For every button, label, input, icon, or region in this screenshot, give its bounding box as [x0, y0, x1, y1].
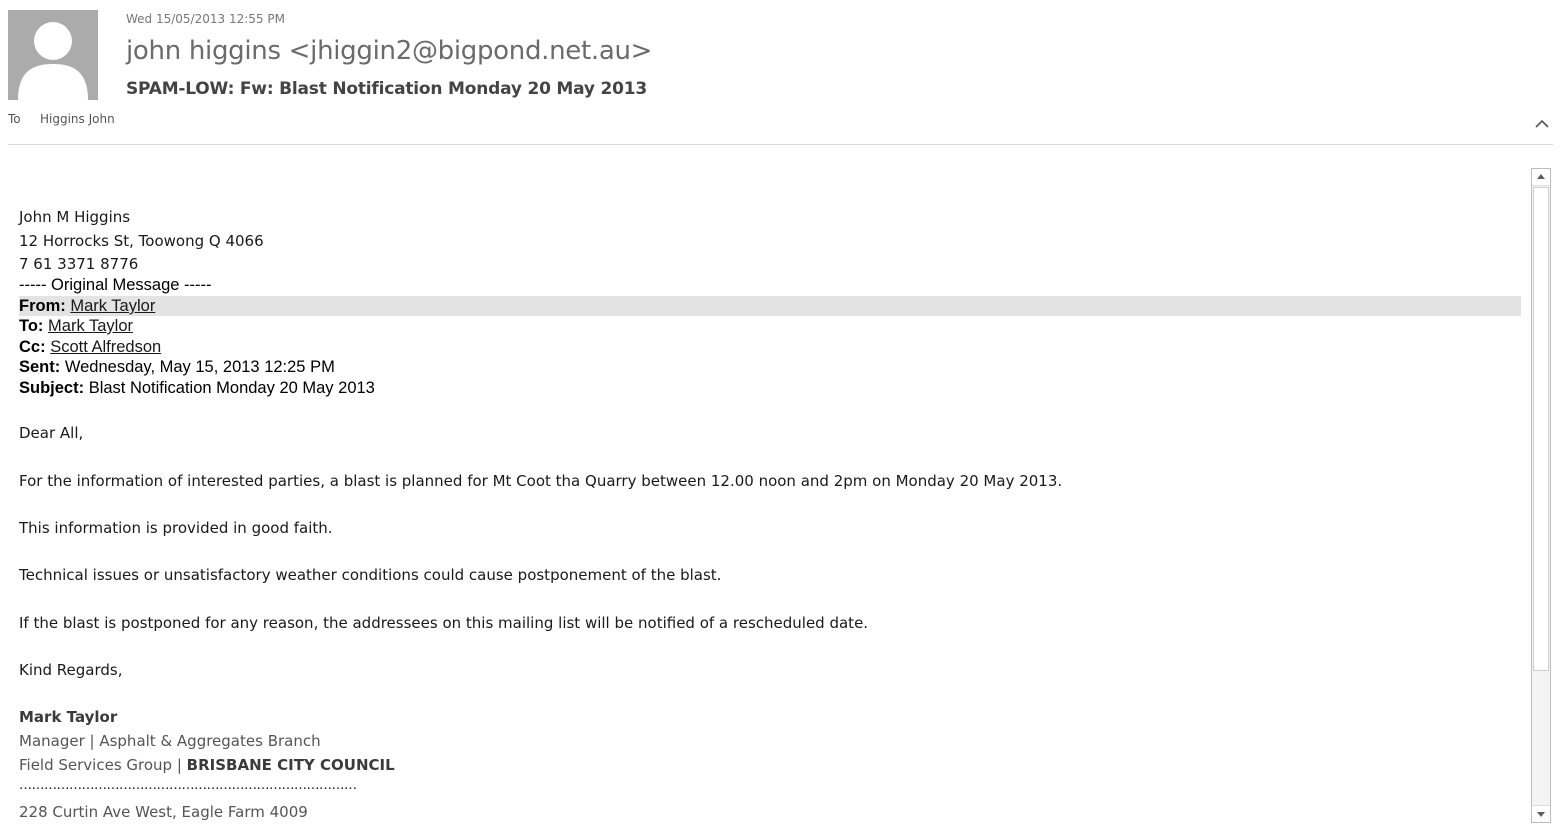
original-from-row [19, 297, 155, 316]
sent-value: Wednesday, May 15, 2013 12:25 PM [64, 358, 335, 376]
subject-value: Blast Notification Monday 20 May 2013 [88, 379, 375, 397]
message-subject: SPAM-LOW: Fw: Blast Notification Monday 20 May 2013 [126, 79, 648, 99]
collapse-header-button[interactable] [1532, 114, 1552, 134]
scroll-down-button[interactable] [1532, 805, 1550, 822]
original-sent-row [19, 358, 335, 377]
triangle-up-icon [1532, 169, 1550, 185]
original-to-row [19, 317, 133, 336]
cc-label: Cc: [19, 338, 46, 356]
sender-phone-line: 7 61 3371 8776 [19, 255, 139, 273]
signature-group: Field Services Group | [19, 756, 187, 774]
sender-name-line: John M Higgins [19, 208, 131, 226]
chevron-up-icon [1532, 114, 1552, 134]
scrollbar-thumb[interactable] [1533, 187, 1549, 671]
original-message-separator: ----- Original Message ----- [19, 276, 212, 294]
paragraph-good-faith: This information is provided in good faith. [19, 519, 333, 537]
signature-name: Mark Taylor [19, 708, 118, 726]
signature-address: 228 Curtin Ave West, Eagle Farm 4009 [19, 803, 308, 821]
paragraph-blast-info: For the information of interested parties, a blast is planned for Mt Coot tha Quarry between 12.00 noon and 2pm on Monday 20 May 2013. [19, 472, 1063, 490]
vertical-scrollbar[interactable] [1531, 168, 1551, 823]
message-date: Wed 15/05/2013 12:55 PM [126, 12, 285, 26]
from-row-highlight [19, 296, 1521, 316]
from-link[interactable]: Mark Taylor [70, 297, 156, 315]
greeting: Dear All, [19, 424, 84, 442]
signature-group-line [19, 756, 395, 774]
to-link[interactable]: Mark Taylor [48, 317, 133, 335]
sender-name[interactable]: john higgins <jhiggin2@bigpond.net.au> [126, 36, 653, 66]
signature-dots: ……………………………………………………………………… [19, 778, 357, 793]
sender-address-line: 12 Horrocks St, Toowong Q 4066 [19, 232, 264, 250]
paragraph-technical-issues: Technical issues or unsatisfactory weather conditions could cause postponement of the blast. [19, 566, 722, 584]
sent-label: Sent: [19, 358, 61, 376]
from-label: From: [19, 297, 66, 315]
to-field-label: To: [19, 317, 44, 335]
header-divider [8, 144, 1553, 145]
closing: Kind Regards, [19, 661, 123, 679]
scroll-up-button[interactable] [1532, 169, 1550, 186]
subject-label: Subject: [19, 379, 85, 397]
original-cc-row [19, 338, 161, 357]
triangle-down-icon [1532, 806, 1550, 822]
message-body [0, 168, 1530, 835]
recipient-name[interactable]: Higgins John [40, 112, 115, 126]
signature-title: Manager | Asphalt & Aggregates Branch [19, 732, 321, 750]
sender-avatar [8, 10, 98, 100]
signature-org: BRISBANE CITY COUNCIL [186, 756, 395, 774]
to-label: To [8, 112, 21, 126]
cc-link[interactable]: Scott Alfredson [50, 338, 162, 356]
person-silhouette-icon [8, 10, 98, 100]
paragraph-postponement: If the blast is postponed for any reason, the addressees on this mailing list will be notified of a rescheduled date. [19, 614, 869, 632]
original-subject-row [19, 379, 375, 398]
